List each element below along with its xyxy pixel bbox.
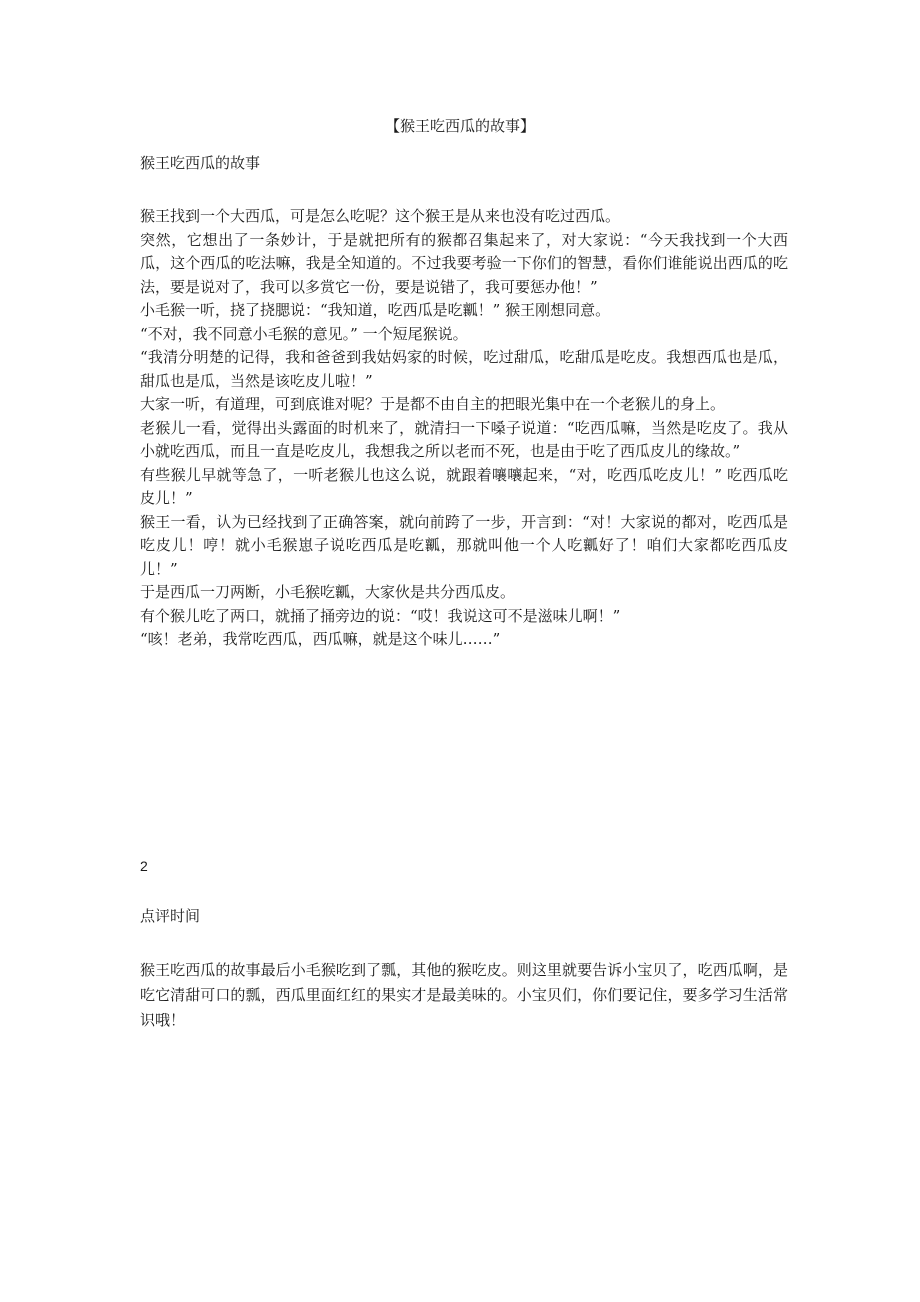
story-paragraph: 大家一听，有道理，可到底谁对呢？于是都不由自主的把眼光集中在一个老猴儿的身上。 — [140, 395, 726, 413]
comment-body: 猴王吃西瓜的故事最后小毛猴吃到了瓢，其他的猴吃皮。则这里就要告诉小宝贝了，吃西瓜啊，是吃它清甜可口的瓢，西瓜里面红红的果实才是最美味的。小宝贝们，你们要记住，要多学习生活常识哦！ — [140, 961, 788, 1029]
story-paragraph: 于是西瓜一刀两断，小毛猴吃瓤，大家伙是共分西瓜皮。 — [140, 583, 516, 601]
story-paragraph: 小毛猴一听，挠了挠腮说：“我知道，吃西瓜是吃瓤！” 猴王刚想同意。 — [140, 301, 611, 319]
comment-heading: 点评时间 — [140, 907, 201, 925]
story-paragraph: “不对，我不同意小毛猴的意见。” 一个短尾猴说。 — [140, 324, 468, 343]
story-body — [140, 205, 788, 652]
page-number: 2 — [140, 858, 148, 874]
story-subtitle: 猴王吃西瓜的故事 — [140, 154, 261, 172]
story-paragraph: 有些猴儿早就等急了，一听老猴儿也这么说，就跟着嚷嚷起来，“对，吃西瓜吃皮儿！” 吃西瓜吃皮儿！” — [140, 465, 788, 507]
story-paragraph: 猴王一看，认为已经找到了正确答案，就向前跨了一步，开言到：“对！大家说的都对，吃西瓜是吃皮儿！哼！就小毛猴崽子说吃西瓜是吃瓤，那就叫他一个人吃瓤好了！咱们大家都吃西瓜皮儿！” — [140, 512, 788, 578]
story-paragraph: 老猴儿一看，觉得出头露面的时机来了，就清扫一下嗓子说道：“吃西瓜嘛，当然是吃皮了。我从小就吃西瓜，而且一直是吃皮儿，我想我之所以老而不死，也是由于吃了西瓜皮儿的缘故。” — [140, 418, 788, 460]
story-paragraph: 猴王找到一个大西瓜，可是怎么吃呢？这个猴王是从来也没有吃过西瓜。 — [140, 207, 621, 225]
document-title: 【猴王吃西瓜的故事】 — [384, 117, 535, 135]
story-paragraph: 突然，它想出了一条妙计，于是就把所有的猴都召集起来了，对大家说：“今天我找到一个大西瓜，这个西瓜的吃法嘛，我是全知道的。不过我要考验一下你们的智慧，看你们谁能说出西瓜的吃法，要是说对了，我可以多赏它一份，要是说错了，我可要惩办他！” — [140, 230, 788, 296]
story-paragraph: 有个猴儿吃了两口，就捅了捅旁边的说：“哎！我说这可不是滋味儿啊！” — [140, 606, 621, 625]
story-paragraph: “咳！老弟，我常吃西瓜，西瓜嘛，就是这个味儿……” — [140, 630, 501, 648]
story-paragraph: “我清分明楚的记得，我和爸爸到我姑妈家的时候，吃过甜瓜，吃甜瓜是吃皮。我想西瓜也是瓜，甜瓜也是瓜，当然是该吃皮儿啦！” — [140, 348, 788, 390]
